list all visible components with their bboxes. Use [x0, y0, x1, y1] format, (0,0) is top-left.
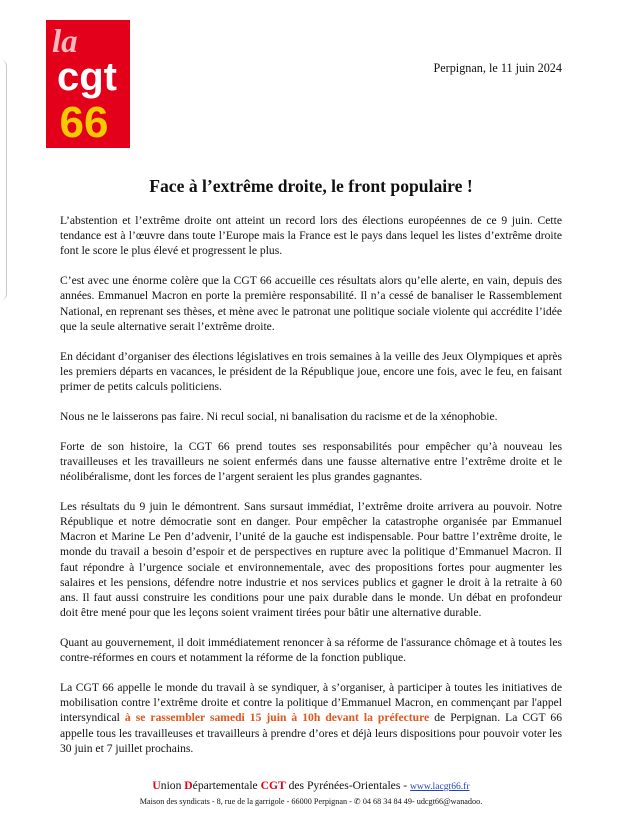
footer-organization: [60, 779, 562, 792]
footer-cgt: CGT: [260, 779, 286, 792]
logo-cgt-text: cgt: [57, 55, 117, 99]
paragraph-3: En décidant d’organiser des élections législatives en trois semaines à la veille des Jeux Olympiques et après les premiers départs en vacances, le président de la République joue, encore une fois, avec le feu, en faisant primer de petits calculs politiciens.: [60, 349, 562, 394]
cgt66-logo: [46, 20, 130, 148]
footer-nion: nion: [160, 779, 185, 792]
logo-66-text: 66: [59, 98, 109, 147]
logo-la-text: la: [52, 24, 78, 60]
document-date: Perpignan, le 11 juin 2024: [433, 61, 562, 75]
paragraph-8-end: de Perpignan. La CGT 66 appelle tous les travailleuses et travailleurs à prendre d’ores et déjà leurs dispositions pour pouvoir voter les 30 juin et 7 juillet prochains.: [60, 711, 563, 755]
footer-website-link[interactable]: www.lacgt66.fr: [409, 781, 470, 792]
paragraph-2: C’est avec une énorme colère que la CGT 66 accueille ces résultats alors qu’elle alerte, en vain, depuis des années. Emmanuel Macron en porte la première responsabilité. Il n’a cessé de banaliser le Rassemblement National, en reprenant ses thèses, et mène avec le patronat une politique sociale violente qui accrédite l’idée que la seule alternative serait l’extrême droite.: [60, 274, 562, 333]
paragraph-5: Forte de son histoire, la CGT 66 prend toutes ses responsabilités pour empêcher qu’à nouveau les travailleuses et les travailleurs ne soient enfermés dans une fausse alternative entre l’extrême droite et le néolibéralisme, dont les forces de l’argent seraient les plus grandes gagnantes.: [60, 439, 562, 484]
paragraph-1: L’abstention et l’extrême droite ont atteint un record lors des élections européennes de ce 9 juin. Cette tendance est à l’œuvre dans toute l’Europe mais la France est le pays dans lequel les listes d’extrême droite font le score le plus élevé et progressent le plus.: [60, 214, 562, 258]
paragraph-8: [60, 680, 562, 756]
page-edge-mark: [0, 60, 7, 300]
paragraph-6: Les résultats du 9 juin le démontrent. Sans sursaut immédiat, l’extrême droite arrivera au pouvoir. Notre République et notre démocratie sont en danger. Pour empêcher la catastrophe organisée par Emmanuel Macron et Marine Le Pen d’advenir, l’unité de la gauche est indispensable. Pour battre l’extrême droite, le monde du travail a besoin d’espoir et de perspectives en rupture avec la politique d’Emmanuel Macron. Il faut répondre à l’urgence sociale et environnementale, avec des propositions fortes pour augmenter les salaires et les pensions, défendre notre industrie et nos services publics et gagner le droit à la retraite à 60 ans. Il faut aussi construire les conditions pour une paix durable dans le monde. Un débat en profondeur doit être mené pour que les leçons soient vraiment tirées pour bâtir une alternative durable.: [60, 499, 562, 620]
footer-initial-u: U: [152, 779, 161, 792]
footer-epartementale: épartementale: [192, 779, 261, 792]
document-body: [60, 213, 562, 771]
paragraph-8-start: La CGT 66 appelle le monde du travail à se syndiquer, à s’organiser, à participer à toutes les initiatives de mobilisation contre l’extrême droite et contre la politique d’Emmanuel Macron, en commençant par l'appel intersyndical: [60, 681, 562, 725]
paragraph-4: Nous ne le laisserons pas faire. Ni recul social, ni banalisation du racisme et de la xénophobie.: [60, 409, 498, 423]
cgt66-logo-art: [46, 20, 130, 148]
footer-initial-d: D: [184, 779, 193, 792]
paragraph-7: Quant au gouvernement, il doit immédiatement renoncer à sa réforme de l'assurance chômage et à toutes les contre-réformes en cours et notamment la réforme de la fonction publique.: [60, 636, 562, 665]
document-title: Face à l’extrême droite, le front populaire !: [149, 176, 473, 196]
footer-region: des Pyrénées-Orientales -: [285, 779, 410, 792]
footer-address: Maison des syndicats - 8, rue de la garrigole - 66000 Perpignan - ✆ 04 68 34 84 49- udcgt66@wanadoo.: [139, 797, 483, 806]
rally-highlight: à se rassembler samedi 15 juin à 10h devant la préfecture: [124, 711, 430, 725]
